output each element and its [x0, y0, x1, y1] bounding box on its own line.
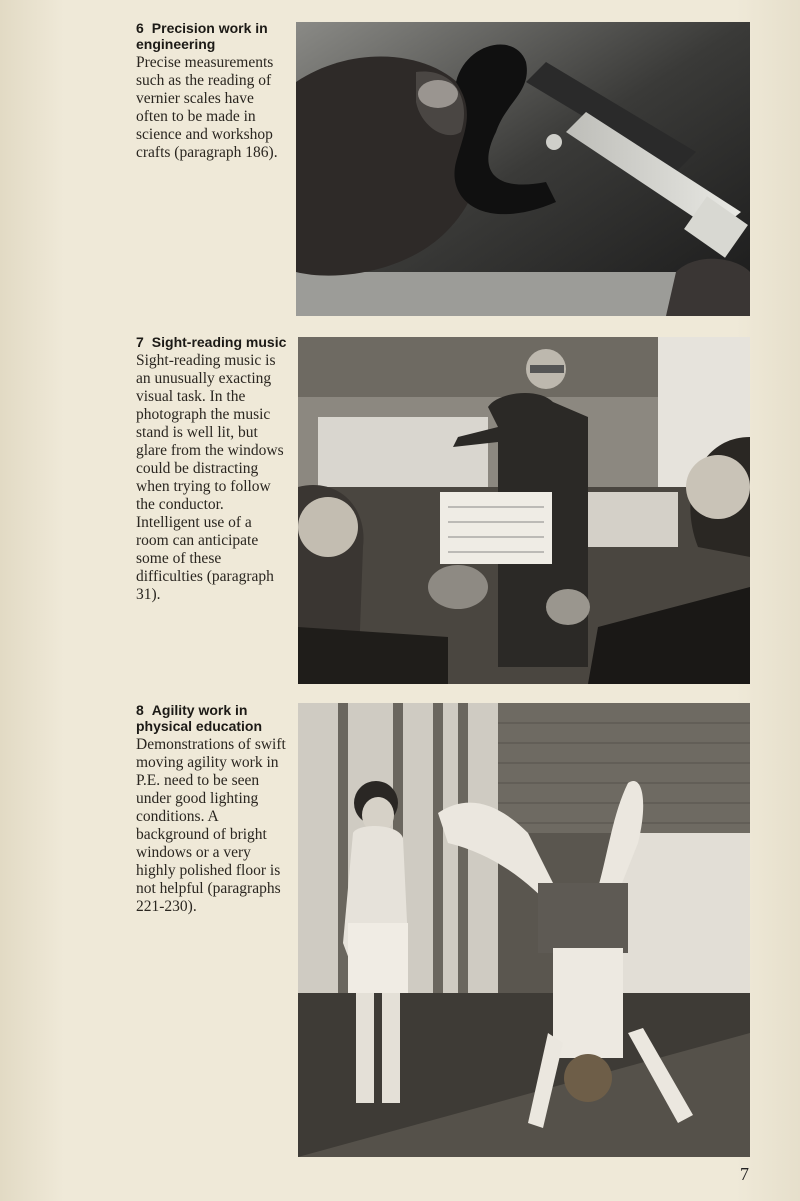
caption-number: 8 [136, 702, 144, 718]
caption-title [136, 702, 288, 734]
music-room-illustration [298, 337, 750, 684]
photo-micrometer [296, 22, 750, 316]
caption-title-text: Precision work in engineering [136, 20, 268, 52]
caption-number: 7 [136, 334, 144, 350]
caption-title [136, 334, 288, 350]
caption-body: Sight-reading music is an unusually exacting visual task. In the photograph the music stand is well lit, but glare from the windows could be distracting when trying to follow the conductor. Intelligent use of a room can anticipate some of these difficulties (paragraph 31). [136, 352, 284, 603]
caption-body: Demonstrations of swift moving agility work in P.E. need to be seen under good lighting conditions. A background of bright windows or a very highly polished floor is not helpful (paragraphs 221-230). [136, 736, 286, 915]
gymnasium-illustration [298, 703, 750, 1157]
caption-precision-work [136, 20, 288, 162]
caption-number: 6 [136, 20, 144, 36]
caption-body: Precise measurements such as the reading of vernier scales have often to be made in science and workshop crafts (paragraph 186). [136, 54, 278, 161]
page-number: 7 [740, 1164, 749, 1184]
caption-title-text: Agility work in physical education [136, 702, 263, 734]
caption-title-text: Sight-reading music [151, 334, 287, 350]
photo-gymnasium [298, 703, 750, 1157]
caption-agility-work [136, 702, 288, 916]
photo-music-room [298, 337, 750, 684]
micrometer-illustration [296, 22, 750, 316]
caption-sight-reading [136, 334, 288, 604]
caption-title [136, 20, 288, 52]
